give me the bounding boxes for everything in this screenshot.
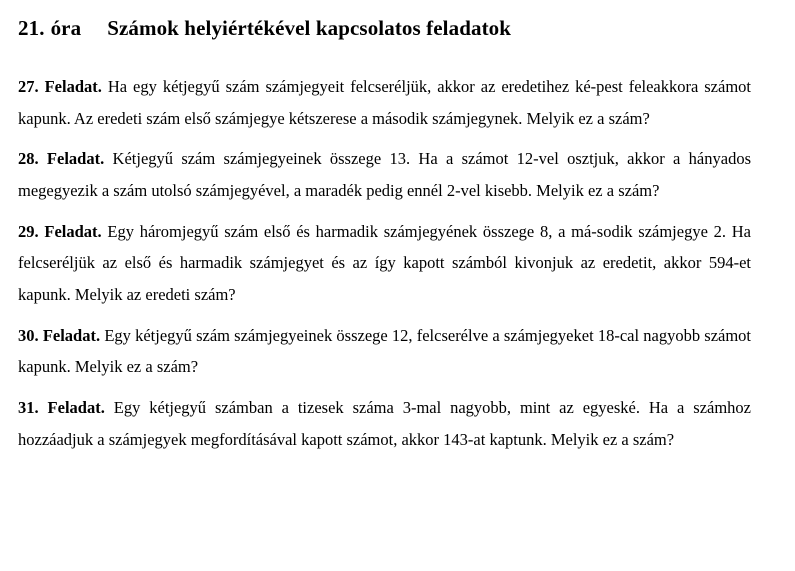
exercise-text: Ha egy kétjegyű szám számjegyeit felcseréljük, akkor az eredetihez ké-pest feleakkora számot kapunk. Az eredeti szám első számjegye kétszerese a második számjegynek. Melyik ez a szám? — [18, 77, 752, 128]
exercise-label: 31. Feladat. — [18, 398, 105, 418]
lesson-word: óra — [50, 16, 82, 40]
exercise-item — [18, 320, 751, 383]
exercise-label: 28. Feladat. — [18, 149, 105, 169]
exercise-list — [18, 71, 751, 455]
exercise-item — [18, 392, 751, 455]
exercise-item — [18, 143, 751, 206]
exercise-text: Kétjegyű szám számjegyeinek összege 13. Ha a számot 12-vel osztjuk, akkor a hányados megegyezik a szám utolsó számjegyével, a maradék pedig ennél 2-vel kisebb. Melyik ez a szám? — [18, 149, 751, 201]
exercise-text: Egy kétjegyű szám számjegyeinek összege 12, felcserélve a számjegyeket 18-cal nagyobb számot kapunk. Melyik ez a szám? — [18, 325, 752, 377]
exercise-label: 27. Feladat. — [18, 77, 102, 96]
lesson-number: 21. — [18, 16, 45, 40]
page-title — [18, 16, 751, 41]
exercise-text: Egy háromjegyű szám első és harmadik számjegyének összege 8, a má-sodik számjegye 2. Ha felcseréljük az első és harmadik számjegyet és az így kapott számból kivonjuk az eredetit, akkor 594-et kapunk. Melyik az eredeti szám? — [18, 221, 751, 305]
exercise-label: 29. Feladat. — [18, 221, 102, 241]
exercise-item — [18, 71, 751, 134]
exercise-label: 30. Feladat. — [18, 325, 101, 345]
lesson-heading: Számok helyiértékével kapcsolatos feladatok — [107, 16, 512, 40]
exercise-text: Egy kétjegyű számban a tizesek száma 3-mal nagyobb, mint az egyeské. Ha a számhoz hozzáadjuk a számjegyek megfordításával kapott számot, akkor 143-at kaptunk. Melyik ez a szám? — [18, 398, 751, 449]
exercise-item — [18, 216, 751, 311]
